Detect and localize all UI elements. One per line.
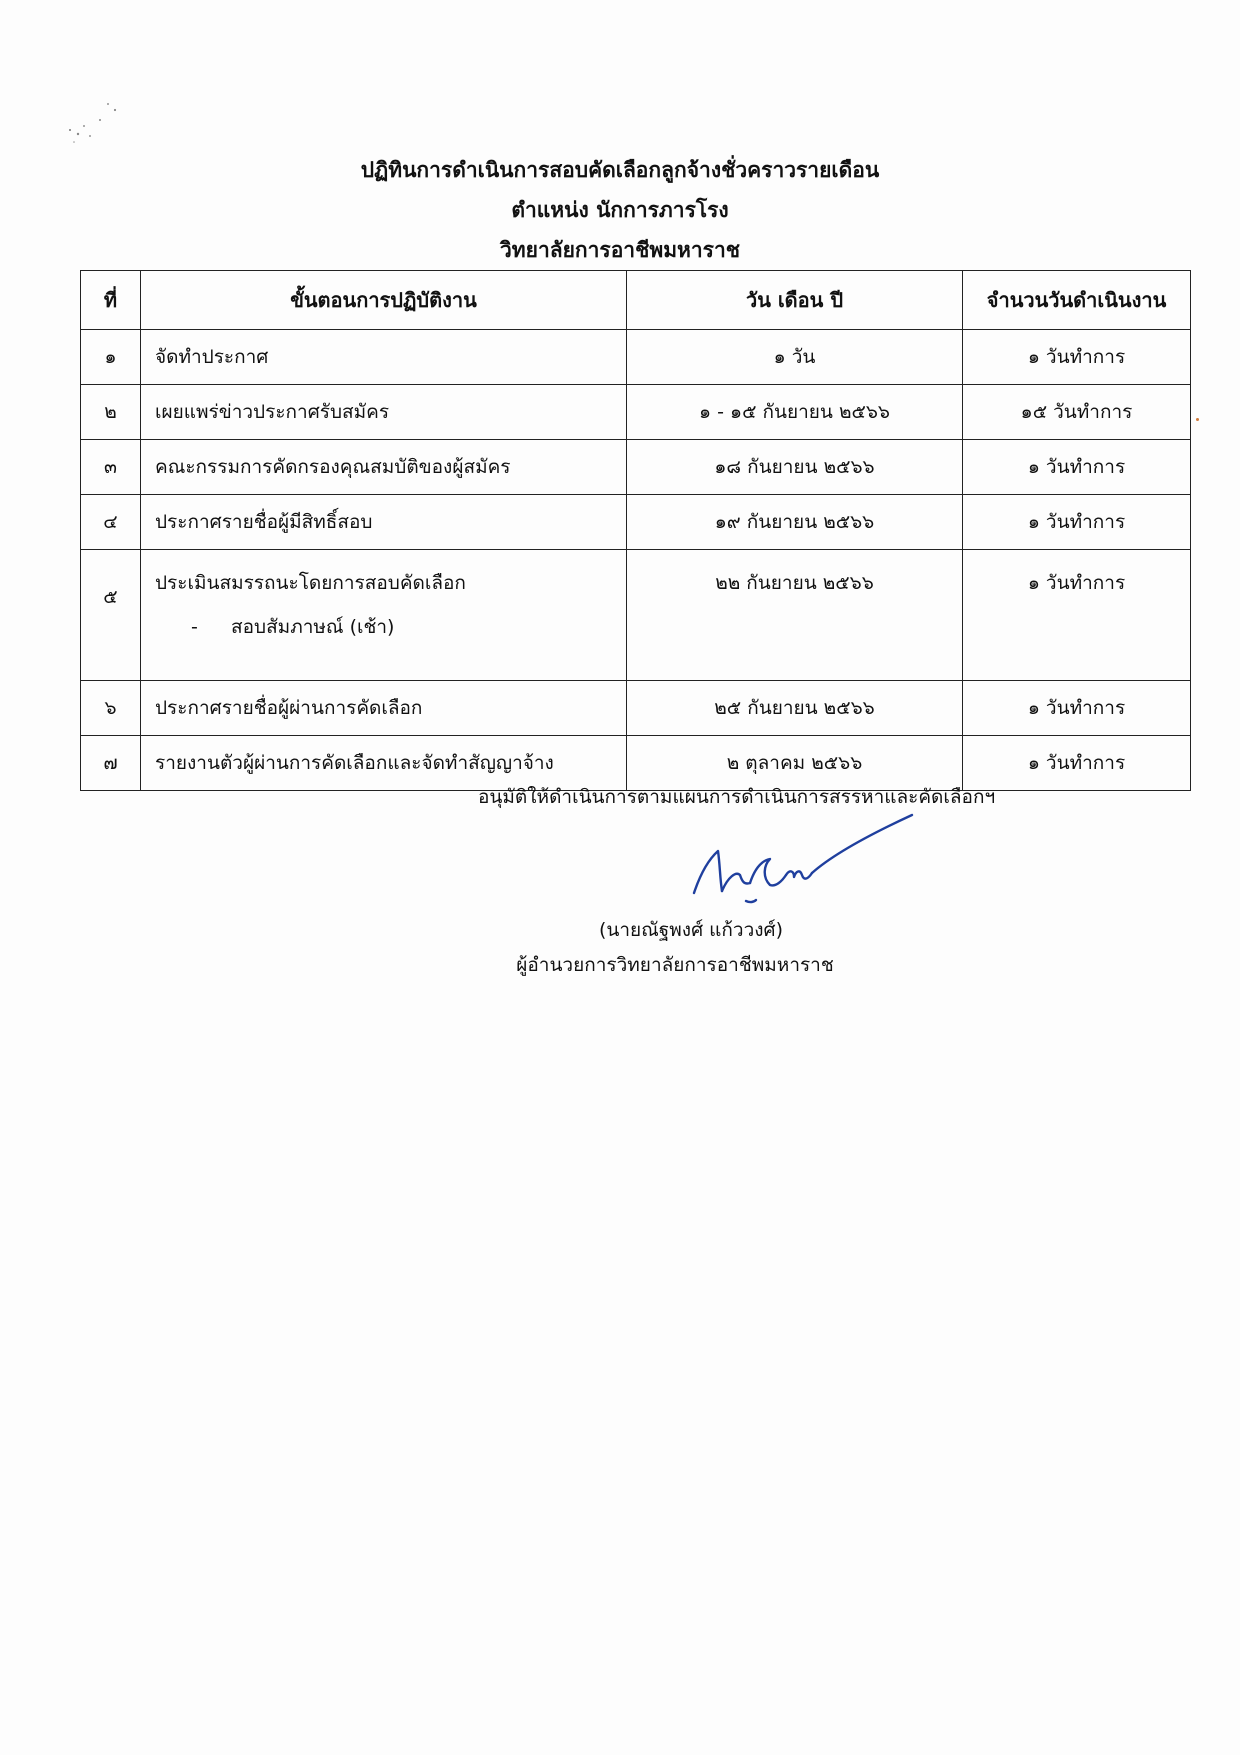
row-days: ๑ วันทำการ	[963, 736, 1191, 791]
sub-step	[155, 612, 612, 642]
sub-step-text: สอบสัมภาษณ์ (เช้า)	[231, 616, 395, 638]
row-date: ๑ - ๑๕ กันยายน ๒๕๖๖	[627, 385, 963, 440]
row-step: คณะกรรมการคัดกรองคุณสมบัติของผู้สมัคร	[141, 440, 627, 495]
row-days: ๑ วันทำการ	[963, 440, 1191, 495]
row-number: ๖	[81, 681, 141, 736]
table-row	[81, 440, 1191, 495]
row-days: ๑ วันทำการ	[963, 495, 1191, 550]
signature-image	[680, 805, 920, 915]
approval-text: อนุมัติให้ดำเนินการตามแผนการดำเนินการสรรหาและคัดเลือกฯ	[478, 786, 996, 808]
row-number: ๔	[81, 495, 141, 550]
table-row	[81, 495, 1191, 550]
row-number: ๓	[81, 440, 141, 495]
header-date: วัน เดือน ปี	[627, 271, 963, 330]
row-days: ๑ วันทำการ	[963, 550, 1191, 681]
row-date: ๒๕ กันยายน ๒๕๖๖	[627, 681, 963, 736]
row-step: ประกาศรายชื่อผู้ผ่านการคัดเลือก	[141, 681, 627, 736]
row-date: ๒๒ กันยายน ๒๕๖๖	[627, 550, 963, 681]
row-days: ๑ วันทำการ	[963, 681, 1191, 736]
row-days: ๑๕ วันทำการ	[963, 385, 1191, 440]
row-step: รายงานตัวผู้ผ่านการคัดเลือกและจัดทำสัญญาจ้าง	[141, 736, 627, 791]
row-step: ประกาศรายชื่อผู้มีสิทธิ์สอบ	[141, 495, 627, 550]
sub-step-dash: -	[191, 616, 198, 638]
title-line-3: วิทยาลัยการอาชีพมหาราช	[500, 238, 740, 262]
schedule-table	[80, 270, 1191, 791]
header-days: จำนวนวันดำเนินงาน	[963, 271, 1191, 330]
title-line-2: ตำแหน่ง นักการภารโรง	[511, 198, 729, 222]
row-number: ๗	[81, 736, 141, 791]
row-number: ๕	[81, 550, 141, 681]
row-step: เผยแพร่ข่าวประกาศรับสมัคร	[141, 385, 627, 440]
row-step: จัดทำประกาศ	[141, 330, 627, 385]
row-date: ๑๘ กันยายน ๒๕๖๖	[627, 440, 963, 495]
row-date: ๑ วัน	[627, 330, 963, 385]
table-row	[81, 330, 1191, 385]
table-row	[81, 681, 1191, 736]
scan-mark	[1196, 418, 1199, 421]
table-row	[81, 550, 1191, 681]
document-title	[0, 150, 1240, 270]
title-line-1: ปฏิทินการดำเนินการสอบคัดเลือกลูกจ้างชั่วคราวรายเดือน	[360, 158, 880, 182]
table-header-row	[81, 271, 1191, 330]
signer-name: (นายณัฐพงศ์ แก้ววงศ์)	[598, 919, 784, 941]
header-step: ขั้นตอนการปฏิบัติงาน	[141, 271, 627, 330]
row-date: ๑๙ กันยายน ๒๕๖๖	[627, 495, 963, 550]
row-number: ๒	[81, 385, 141, 440]
table-row	[81, 385, 1191, 440]
row-number: ๑	[81, 330, 141, 385]
row-step-cell	[141, 550, 627, 681]
signer-position: ผู้อำนวยการวิทยาลัยการอาชีพมหาราช	[516, 954, 834, 976]
row-date: ๒ ตุลาคม ๒๕๖๖	[627, 736, 963, 791]
row-step: ประเมินสมรรถนะโดยการสอบคัดเลือก	[155, 572, 466, 594]
header-no: ที่	[81, 271, 141, 330]
row-days: ๑ วันทำการ	[963, 330, 1191, 385]
